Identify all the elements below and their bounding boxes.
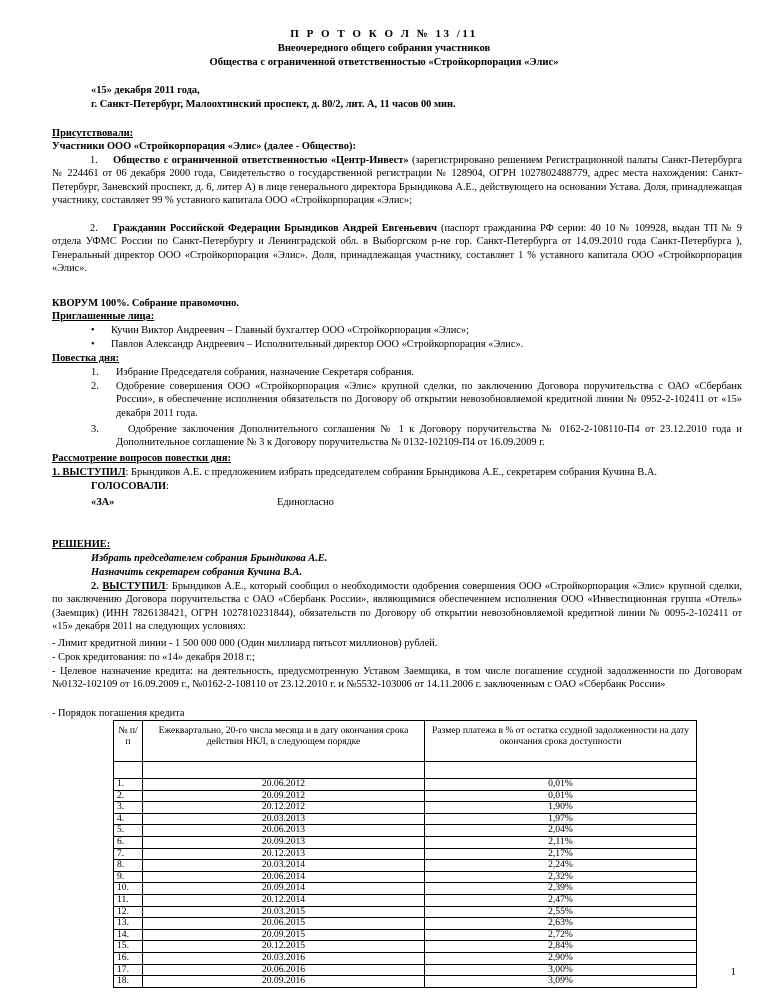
- row-date: 20.03.2016: [143, 952, 425, 964]
- row-percent: 2,32%: [425, 871, 697, 883]
- table-row: [114, 779, 697, 791]
- row-date: 20.06.2015: [143, 918, 425, 930]
- table-row: [114, 883, 697, 895]
- agenda-item-text: Избрание Председателя собрания, назначение Секретаря собрания.: [116, 367, 415, 378]
- decision-line-1: Избрать председателем собрания Брындикова А.Е.: [91, 553, 328, 564]
- participant-2-number: 2.: [90, 223, 98, 234]
- row-percent: 0,01%: [425, 779, 697, 791]
- row-number: 14.: [114, 929, 143, 941]
- row-date: 20.06.2014: [143, 871, 425, 883]
- bullet-icon: •: [91, 339, 95, 350]
- row-number: 15.: [114, 941, 143, 953]
- participant-1: [52, 154, 742, 208]
- speaker-2: [52, 580, 742, 634]
- row-number: 5.: [114, 825, 143, 837]
- row-number: 6.: [114, 836, 143, 848]
- row-number: 13.: [114, 918, 143, 930]
- speaker-2-text: : Брындиков А.Е., который сообщил о необходимости одобрения совершения ООО «Стройкорпорация «Элис» крупной сделки, по заключению Договора поручительства с ОАО «Сбербанк России», являющимися обеспечением исполнения ООО «Инвестиционная группа «Отель» (Заемщик) (ИНН 7826138421, ОГРН 1027810231844), обязательств по Договору об открытии невозобновляемой кредитной линии № 0095-2-102411 от «15» декабря 2011 на следующих условиях:: [52, 581, 743, 633]
- row-percent: 2,47%: [425, 894, 697, 906]
- row-percent: 2,39%: [425, 883, 697, 895]
- protocol-subtitle: Внеочередного общего собрания участников: [277, 43, 491, 54]
- invited-item-text: Кучин Виктор Андреевич – Главный бухгалтер ООО «Стройкорпорация «Элис»;: [111, 325, 469, 336]
- row-percent: 1,97%: [425, 813, 697, 825]
- row-date: 20.09.2012: [143, 790, 425, 802]
- agenda-item-number: 1.: [91, 367, 99, 378]
- quorum-statement: КВОРУМ 100%. Собрание правомочно.: [52, 298, 239, 309]
- present-heading: Присутствовали:: [52, 128, 134, 139]
- row-percent: 2,72%: [425, 929, 697, 941]
- row-percent: 3,09%: [425, 976, 697, 988]
- repayment-schedule-table: [113, 720, 697, 988]
- row-date: 20.12.2015: [143, 941, 425, 953]
- table-row: [114, 848, 697, 860]
- participant-2-name: Гражданин Российской Федерации Брындиков Андрей Евгеньевич: [113, 223, 437, 234]
- agenda-item-number: 2.: [91, 381, 99, 392]
- table-row: [114, 976, 697, 988]
- row-percent: 3,00%: [425, 964, 697, 976]
- table-row: [114, 802, 697, 814]
- speaker-1: [52, 466, 752, 479]
- table-row: [114, 929, 697, 941]
- row-date: 20.12.2013: [143, 848, 425, 860]
- row-date: 20.09.2014: [143, 883, 425, 895]
- participant-1-details: (зарегистрировано решением Регистрационной палаты Санкт-Петербурга № 224461 от 06 декабря 2000 года, Свидетельство о государственной регистрации № 128904, ОГРН 1027802488779, адрес места нахождения: Санкт-Петербург, Заневский проспект, д. 6, литер А) в лице генерального директора Брындикова А.Е., действующего на основании Устава. Доля, принадлежащая участнику, составляет 99 % уставного капитала ООО «Стройкорпорация «Элис»;: [52, 155, 742, 207]
- decision-line-2: Назначить секретарем собрания Кучина В.А.: [91, 567, 303, 578]
- row-percent: 2,55%: [425, 906, 697, 918]
- speaker-1-label: 1. ВЫСТУПИЛ: [52, 467, 126, 478]
- table-row: [114, 906, 697, 918]
- meeting-date: «15» декабря 2011 года,: [91, 85, 200, 96]
- column-header-number: № п/п: [114, 721, 143, 762]
- agenda-item-text: Одобрение совершения ООО «Стройкорпорация «Элис» крупной сделки, по заключению Договора поручительства с ОАО «Сбербанк России», в обеспечение исполнения обязательств по Договору об открытии невозобновляемой кредитной линии № 0952-2-102411 от «15» декабря 2011 года.: [116, 381, 742, 419]
- row-percent: 0,01%: [425, 790, 697, 802]
- row-number: 16.: [114, 952, 143, 964]
- vote-label: ГОЛОСОВАЛИ: [91, 481, 167, 492]
- row-number: 7.: [114, 848, 143, 860]
- participant-2-details: (паспорт гражданина РФ серии: 40 10 № 109928, выдан ТП № 9 отдела УФМС России по Санкт-Петербургу и Ленинградской обл. в Выборгском р-не гор. Санкт-Петербурга от 14.09.2010 года Санкт-Петербурга ), Генеральный директор ООО «Стройкорпорация «Элис». Доля, принадлежащая участнику, составляет 1 % уставного капитала ООО «Стройкорпорация «Элис».: [52, 223, 742, 275]
- row-date: 20.03.2014: [143, 860, 425, 872]
- row-number: 10.: [114, 883, 143, 895]
- table-row: [114, 941, 697, 953]
- table-spacer-row: [114, 762, 697, 779]
- column-header-percent: Размер платежа в % от остатка ссудной задолженности на дату окончания срока доступности: [425, 721, 697, 762]
- row-number: 17.: [114, 964, 143, 976]
- table-row: [114, 825, 697, 837]
- row-percent: 2,17%: [425, 848, 697, 860]
- row-number: 11.: [114, 894, 143, 906]
- review-heading: Рассмотрение вопросов повестки дня:: [52, 453, 231, 464]
- row-number: 4.: [114, 813, 143, 825]
- table-header-row: [114, 721, 697, 762]
- row-date: 20.09.2013: [143, 836, 425, 848]
- participant-2: [52, 222, 742, 276]
- table-row: [114, 918, 697, 930]
- table-row: [114, 952, 697, 964]
- bullet-icon: •: [91, 325, 95, 336]
- table-row: [114, 836, 697, 848]
- agenda-item-text: Одобрение заключения Дополнительного соглашения № 1 к Договору поручительства № 0162-2-108110-П4 от 23.12.2010 года и Дополнительное соглашение № 3 к Договору поручительства № 0132-102109-П4 от 16.09.2009 г.: [116, 424, 742, 449]
- vote-for-value: Единогласно: [277, 497, 334, 508]
- row-percent: 2,11%: [425, 836, 697, 848]
- participant-1-name: Общество с ограниченной ответственностью «Центр-Инвест»: [113, 155, 409, 166]
- protocol-title: П Р О Т О К О Л № 13 /11: [290, 28, 478, 40]
- table-row: [114, 871, 697, 883]
- page-number: 1: [730, 966, 736, 978]
- column-header-date: Ежеквартально, 20-го числа месяца и в дату окончания срока действия НКЛ, в следующем порядке: [143, 721, 425, 762]
- row-number: 1.: [114, 779, 143, 791]
- loan-condition-purpose: - Целевое назначение кредита: на деятельность, предусмотренную Уставом Заемщика, в том числе погашение ссудной задолженности по Договорам №0132-102109 от 16.09.2009 г., №0162-2-108110 от 23.12.2010 г. и №5532-103006 от 14.11.2006 г. заключенным с ОАО «Сбербанк России»: [52, 666, 742, 691]
- participant-1-number: 1.: [90, 155, 98, 166]
- row-number: 2.: [114, 790, 143, 802]
- row-number: 8.: [114, 860, 143, 872]
- row-date: 20.06.2013: [143, 825, 425, 837]
- row-percent: 2,04%: [425, 825, 697, 837]
- row-date: 20.09.2015: [143, 929, 425, 941]
- vote-heading: [91, 480, 169, 493]
- row-date: 20.12.2012: [143, 802, 425, 814]
- row-date: 20.06.2016: [143, 964, 425, 976]
- table-row: [114, 813, 697, 825]
- table-body: [114, 762, 697, 988]
- speaker-2-prefix: 2.: [91, 581, 103, 592]
- speaker-2-label: ВЫСТУПИЛ: [102, 581, 166, 592]
- row-date: 20.12.2014: [143, 894, 425, 906]
- row-percent: 2,84%: [425, 941, 697, 953]
- loan-condition-limit: - Лимит кредитной линии - 1 500 000 000 (Один миллиард пятьсот миллионов) рублей.: [52, 638, 438, 649]
- agenda-heading: Повестка дня:: [52, 353, 120, 364]
- table-row: [114, 894, 697, 906]
- row-percent: 2,24%: [425, 860, 697, 872]
- row-number: 3.: [114, 802, 143, 814]
- vote-colon: :: [166, 481, 169, 492]
- invited-heading: Приглашенные лица:: [52, 311, 155, 322]
- loan-condition-term: - Срок кредитования: по «14» декабря 2018 г.;: [52, 652, 255, 663]
- company-title: Общества с ограниченной ответственностью «Стройкорпорация «Элис»: [209, 57, 559, 68]
- row-number: 18.: [114, 976, 143, 988]
- invited-item-text: Павлов Александр Андреевич – Исполнительный директор ООО «Стройкорпорация «Элис».: [111, 339, 524, 350]
- row-percent: 2,63%: [425, 918, 697, 930]
- row-number: 12.: [114, 906, 143, 918]
- meeting-place: г. Санкт-Петербург, Малоохтинский проспект, д. 80/2, лит. А, 11 часов 00 мин.: [91, 99, 456, 110]
- row-percent: 1,90%: [425, 802, 697, 814]
- row-date: 20.03.2015: [143, 906, 425, 918]
- table-row: [114, 964, 697, 976]
- loan-condition-repayment: - Порядок погашения кредита: [52, 708, 185, 719]
- speaker-1-text: : Брындиков А.Е. с предложением избрать председателем собрания Брындикова А.Е., секретарем собрания Кучина В.А.: [125, 467, 657, 478]
- row-date: 20.09.2016: [143, 976, 425, 988]
- table-row: [114, 860, 697, 872]
- row-date: 20.03.2013: [143, 813, 425, 825]
- present-subheading: Участники ООО «Стройкорпорация «Элис» (далее - Общество):: [52, 141, 356, 152]
- row-percent: 2,90%: [425, 952, 697, 964]
- agenda-item-number: 3.: [91, 424, 99, 435]
- vote-for-label: «ЗА»: [91, 497, 115, 508]
- decision-heading: РЕШЕНИЕ:: [52, 539, 111, 550]
- table-row: [114, 790, 697, 802]
- row-number: 9.: [114, 871, 143, 883]
- row-date: 20.06.2012: [143, 779, 425, 791]
